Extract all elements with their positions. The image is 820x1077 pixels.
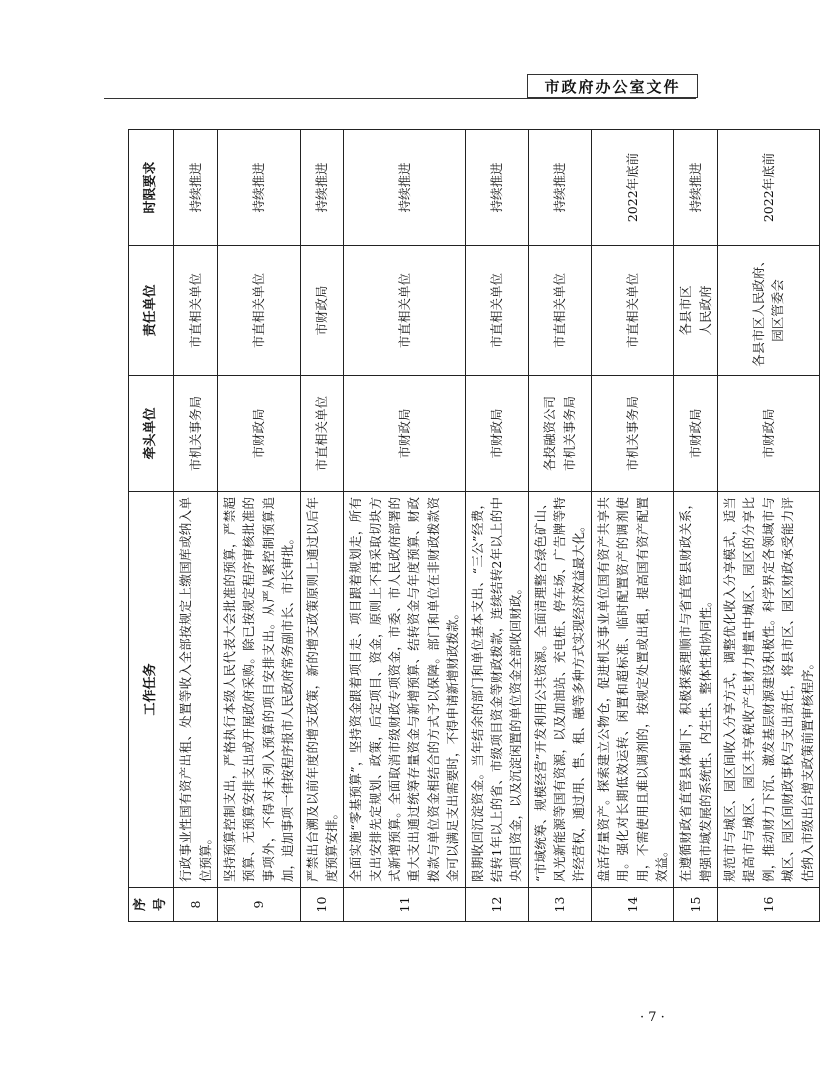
task-description: 全面实施“零基预算”，坚持资金跟着项目走、项目跟着规划走，所有支出安排先定规划、政策，后定项目、资金，原则上不再采取切块方式新增预算。全面取消市级财政专项资金，市委、市人民政府部署的重大支出通过统筹存量资金与新增预算、结转资金与年度预算、财政拨款与单位资金相结合的方式予以保障。部门和单位在非财政拨款资金可以满足支出需要时，不得申请新增财政拨款。 — [344, 492, 465, 888]
task-description: 限期收回沉淀资金。当年结余的部门和单位基本支出、“三公”经费，结转1年以上的省、市级项目资金等财政拨款，连续结转2年以上的中央项目资金，以及沉淀闲置的单位资金全部收回财政。 — [465, 492, 528, 888]
row-number: 15 — [674, 888, 718, 922]
row-number: 14 — [591, 888, 674, 922]
lead-unit: 各投融资公司 市机关事务局 — [528, 376, 591, 492]
deadline: 持续推进 — [300, 130, 344, 246]
responsible-unit: 市财政局 — [300, 246, 344, 376]
row-number: 8 — [174, 888, 218, 922]
table-row — [591, 130, 674, 922]
deadline: 持续推进 — [344, 130, 465, 246]
deadline: 持续推进 — [174, 130, 218, 246]
table-row — [300, 130, 344, 922]
header-rule — [104, 98, 696, 99]
lead-unit: 市财政局 — [344, 376, 465, 492]
column-header-task: 工作任务 — [129, 492, 174, 888]
column-header-responsible: 责任单位 — [129, 246, 174, 376]
responsible-unit: 各县市区 人民政府 — [674, 246, 718, 376]
lead-unit: 市机关事务局 — [174, 376, 218, 492]
responsible-unit: 市直相关单位 — [344, 246, 465, 376]
task-description: “市域统筹、规模经营”开发利用公共资源。全面清理整合绿色矿山、风光新能源等国有资源，以及加油站、充电桩、停车场、广告牌等特许经营权，通过用、售、租、融等多种方式实现经济效益最大化。 — [528, 492, 591, 888]
responsible-unit: 市直相关单位 — [174, 246, 218, 376]
column-header-deadline: 时限要求 — [129, 130, 174, 246]
column-header-no: 序号 — [129, 888, 174, 922]
task-description: 在遵循财政省直管县体制下，积极探索理顺市与省直管县财政关系，增强市域发展的系统性、内生性、整体性和协同性。 — [674, 492, 718, 888]
task-table — [128, 129, 820, 922]
lead-unit: 市财政局 — [674, 376, 718, 492]
lead-unit: 市财政局 — [218, 376, 301, 492]
table-row — [344, 130, 465, 922]
responsible-unit: 市直相关单位 — [465, 246, 528, 376]
row-number: 12 — [465, 888, 528, 922]
row-number: 10 — [300, 888, 344, 922]
responsible-unit: 各县市区人民政府、园区管委会 — [718, 246, 820, 376]
task-description: 盘活存量资产。探索建立公物仓，促进机关事业单位国有资产共享共用。强化对长期低效运转、闲置和超标准、临时配置资产的调剂使用，不需使用且难以调剂的，按规定处置或出租，提高国有资产配置效益。 — [591, 492, 674, 888]
row-number: 11 — [344, 888, 465, 922]
responsible-unit: 市直相关单位 — [218, 246, 301, 376]
table-row — [174, 130, 218, 922]
row-number: 16 — [718, 888, 820, 922]
lead-unit: 市机关事务局 — [591, 376, 674, 492]
table-row — [674, 130, 718, 922]
row-number: 13 — [528, 888, 591, 922]
deadline: 持续推进 — [465, 130, 528, 246]
deadline: 2022年底前 — [591, 130, 674, 246]
table-row — [528, 130, 591, 922]
table-row — [465, 130, 528, 922]
task-description: 行政事业性国有资产出租、处置等收入全部按规定上缴国库或纳入单位预算。 — [174, 492, 218, 888]
task-description: 严禁出台溯及以前年度的增支政策，新的增支政策原则上通过以后年度预算安排。 — [300, 492, 344, 888]
deadline: 2022年底前 — [718, 130, 820, 246]
responsible-unit: 市直相关单位 — [591, 246, 674, 376]
table-row — [218, 130, 301, 922]
deadline: 持续推进 — [674, 130, 718, 246]
page-number: · 7 · — [640, 1010, 665, 1025]
task-description: 规范市与城区、园区间收入分享方式，调整优化收入分享模式，适当提高市与城区、园区共享税收产生财力增量中城区、园区的分享比例，推动财力下沉、激发基层财源建设积极性。科学界定各领域市与城区、园区间财政事权与支出责任，将县市区、园区财政承受能力评估纳入市级出台增支政策前置审核程序。 — [718, 492, 820, 888]
lead-unit: 市财政局 — [718, 376, 820, 492]
task-description: 坚持预算控制支出，严格执行本级人民代表大会批准的预算，严禁超预算、无预算安排支出或开展政府采购。除已按规定程序审核批准的事项外，不得对未列入预算的项目安排支出。从严从紧控制预算追加，追加事项一律按程序报市人民政府常务副市长、市长审批。 — [218, 492, 301, 888]
document-header-label: 市政府办公室文件 — [527, 74, 698, 98]
deadline: 持续推进 — [528, 130, 591, 246]
table-row — [718, 130, 820, 922]
column-header-lead: 牵头单位 — [129, 376, 174, 492]
row-number: 9 — [218, 888, 301, 922]
rotated-table-container — [128, 130, 815, 922]
lead-unit: 市直相关单位 — [300, 376, 344, 492]
responsible-unit: 市直相关单位 — [528, 246, 591, 376]
deadline: 持续推进 — [218, 130, 301, 246]
lead-unit: 市财政局 — [465, 376, 528, 492]
table-header-row — [129, 130, 174, 922]
